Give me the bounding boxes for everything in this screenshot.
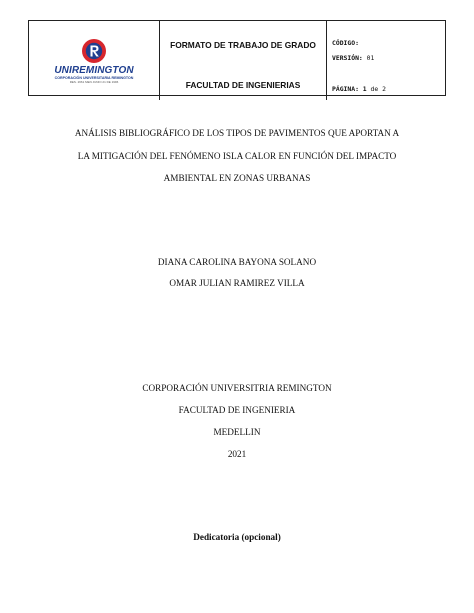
code-line — [332, 39, 445, 47]
page-current: 1 — [362, 85, 367, 93]
institution-city: MEDELLIN — [213, 427, 261, 437]
logo-fine-print: RES. 2661 MEN JUNIO 21 DE 1996 — [69, 79, 119, 84]
dedication-heading: Dedicatoria (opcional) — [193, 532, 281, 542]
version-label: VERSIÓN: — [332, 54, 363, 62]
version-line — [332, 54, 445, 62]
page-label: PÁGINA: — [332, 85, 359, 93]
uniremington-logo — [45, 38, 143, 84]
title-line-1: ANÁLISIS BIBLIOGRÁFICO DE LOS TIPOS DE PAVIMENTOS QUE APORTAN A — [74, 128, 400, 138]
author-2: OMAR JULIAN RAMIREZ VILLA — [169, 278, 305, 288]
page-line — [332, 85, 445, 93]
institution-faculty: FACULTAD DE INGENIERIA — [178, 405, 296, 415]
faculty-title: FACULTAD DE INGENIERIAS — [160, 69, 327, 100]
meta-bottom-cell — [327, 69, 445, 100]
page-of: de — [370, 85, 379, 93]
header-table — [28, 20, 446, 96]
institution-year: 2021 — [227, 449, 247, 459]
format-title: FORMATO DE TRABAJO DE GRADO — [160, 21, 327, 69]
institution-name: CORPORACIÓN UNIVERSITRIA REMINGTON — [142, 383, 332, 393]
logo-emblem-icon — [81, 38, 107, 64]
code-label: CÓDIGO: — [332, 39, 359, 47]
logo-brand-text: UNIREMINGTON — [54, 64, 134, 76]
page-total: 2 — [382, 85, 386, 93]
meta-top-cell — [327, 21, 445, 69]
title-line-2: LA MITIGACIÓN DEL FENÓMENO ISLA CALOR EN FUNCIÓN DEL IMPACTO — [77, 151, 397, 161]
author-1: DIANA CAROLINA BAYONA SOLANO — [157, 257, 317, 267]
logo-cell — [29, 21, 160, 100]
title-line-3: AMBIENTAL EN ZONAS URBANAS — [163, 173, 311, 183]
logo-subtitle: CORPORACIÓN UNIVERSITARIA REMINGTON — [54, 75, 134, 80]
version-value: 01 — [366, 54, 375, 62]
